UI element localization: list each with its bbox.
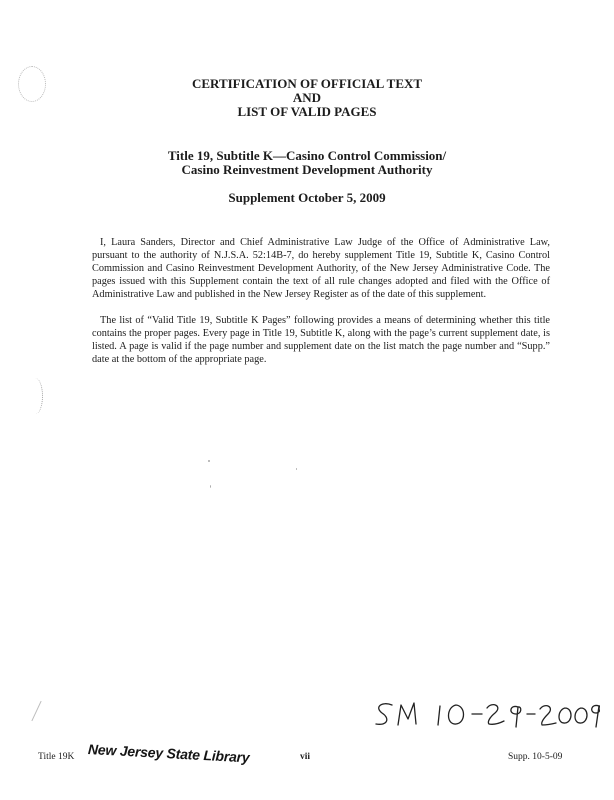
supplement-date-heading: Supplement October 5, 2009 [228,190,386,205]
subtitle-heading [0,149,614,177]
footer-supplement-date: Supp. 10-5-09 [508,752,563,762]
scan-mark [31,701,41,721]
footer-title-ref: Title 19K [38,752,75,762]
body-paragraph-1: I, Laura Sanders, Director and Chief Administrative Law Judge of the Office of Administrative Law, pursuant to the authority of N.J.S.A. 52:14B-7, do hereby supplement Title 19, Subtitle K, Casino Control Commission and Casino Reinvestment Development Authority, of the New Jersey Administrative Code. The pages issued with this Supplement contain the text of all rule changes adopted and filed with the Office of Administrative Law and published in the New Jersey Register as of the date of this supplement. [92,237,550,301]
punch-hole-middle [28,378,43,414]
subtitle-line-2: Casino Reinvestment Development Authority [181,162,433,177]
footer-page-number: vii [300,752,311,762]
heading-line-2: AND [292,90,322,105]
certification-heading [0,77,614,119]
scan-speck [208,460,210,462]
scan-speck [210,485,211,488]
subtitle-line-1: Title 19, Subtitle K—Casino Control Commission/ [167,148,447,163]
handwritten-annotation-drawing [370,697,600,733]
heading-line-1: CERTIFICATION OF OFFICIAL TEXT [191,76,423,91]
handwritten-annotation [370,697,600,733]
body-paragraph-2: The list of “Valid Title 19, Subtitle K Pages” following provides a means of determining whether this title contains the proper pages. Every page in Title 19, Subtitle K, along with the page’s current supplement date, is listed. A page is valid if the page number and supplement date on the list match the page number and “Supp.” date at the bottom of the appropriate page. [92,315,550,366]
library-stamp: New Jersey State Library [87,741,250,766]
scan-speck [296,468,297,470]
heading-line-3: LIST OF VALID PAGES [237,104,377,119]
